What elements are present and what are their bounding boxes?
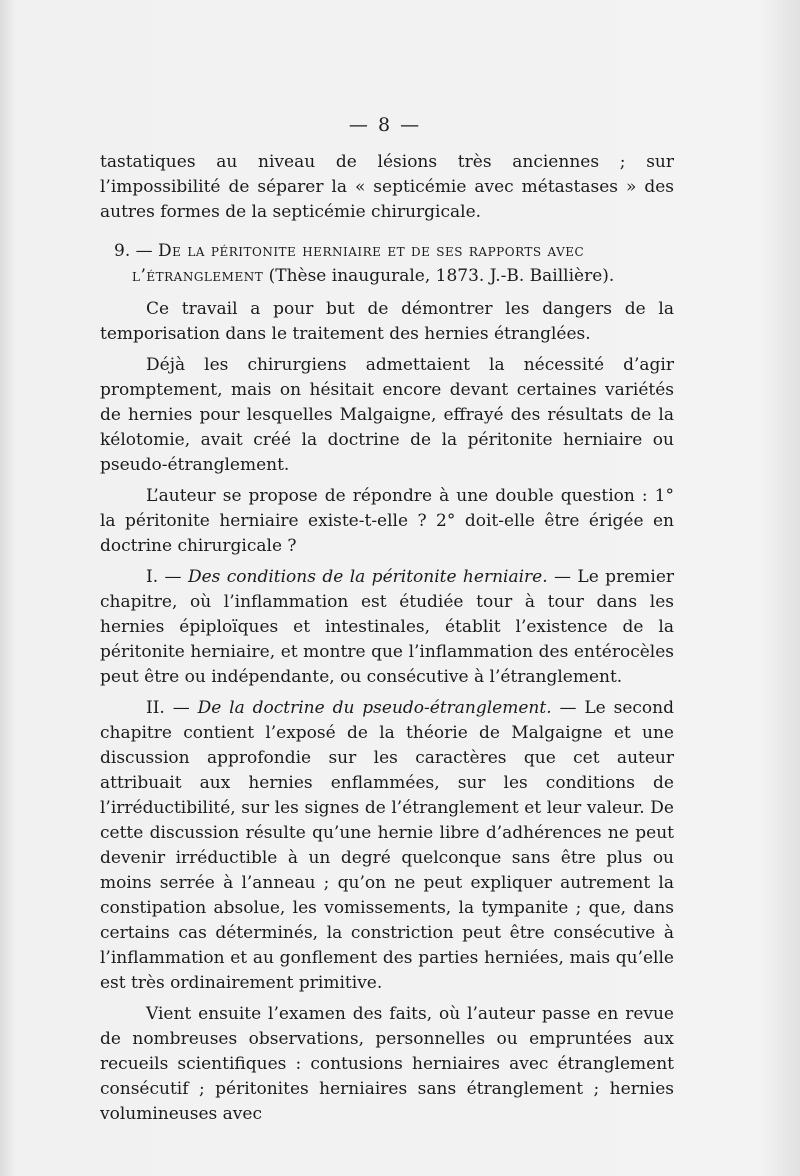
paragraph-purpose: Ce travail a pour but de démontrer les dangers de la temporisation dans le traitement des hernies étranglées. — [100, 299, 674, 344]
chapter-2-text: — Le second chapitre contient l’exposé de la théorie de Malgaigne et une discussion approfondie sur les caractères que cet auteur attribuait aux hernies enflammées, sur les conditions de l’irréductibilité, sur les signes de l’étranglement et leur valeur. De cette discussion résulte qu’une hernie libre d’adhérences ne peut devenir irréductible à un degré quelconque sans être plus ou moins serrée à l’anneau ; qu’on ne peut expliquer autrement la constipation absolue, les vomissements, la tympanite ; que, dans certains cas déterminés, la constriction peut être consécutive à l’inflammation et au gonflement des parties herniées, mais qu’elle est très ordinairement primitive. — [100, 698, 674, 993]
paragraph-continuation: tastatiques au niveau de lésions très anciennes ; sur l’impossibilité de séparer la « septicémie avec métastases » des autres formes de la septicémie chirurgicale. — [100, 152, 674, 222]
page-number: — 8 — — [348, 114, 422, 136]
heading-number: 9. — — [114, 241, 159, 261]
heading-title-line2: l’étranglement — [132, 266, 264, 286]
paragraph-background: Déjà les chirurgiens admettaient la nécessité d’agir promptement, mais on hésitait encore devant certaines variétés de hernies pour lesquelles Malgaigne, effrayé des résultats de la kélotomie, avait créé la doctrine de la péritonite herniaire ou pseudo-étranglement. — [100, 355, 674, 475]
paragraph-chapter-2 — [100, 696, 674, 996]
paragraph-observations: Vient ensuite l’examen des faits, où l’auteur passe en revue de nombreuses observations, personnelles ou empruntées aux recueils scientifiques : contusions herniaires avec étranglement consécutif ; péritonites herniaires sans étranglement ; hernies volumineuses avec — [100, 1004, 674, 1124]
heading-citation: (Thèse inaugurale, 1873. J.-B. Baillière). — [263, 266, 615, 286]
chapter-1-title: Des conditions de la péritonite herniaire. — [187, 567, 548, 587]
paragraph-chapter-1 — [100, 565, 674, 690]
paragraph-question: L’auteur se propose de répondre à une double question : 1° la péritonite herniaire existe-t-elle ? 2° doit-elle être érigée en doctrine chirurgicale ? — [100, 486, 674, 556]
section-heading — [100, 239, 674, 289]
chapter-2-label: II. — — [146, 698, 198, 718]
chapter-2-title: De la doctrine du pseudo-étranglement. — [197, 698, 552, 718]
chapter-1-label: I. — — [146, 567, 188, 587]
body-text — [100, 150, 674, 1133]
heading-title-line1: De la péritonite herniaire et de ses rapports avec — [158, 241, 585, 261]
chapter-1-text: — Le premier chapitre, où l’inflammation est étudiée tour à tour dans les hernies épiploïques et intestinales, établit l’existence de la péritonite herniaire, et montre que l’inflammation des entérocèles peut être ou indépendante, ou consécutive à l’étranglement. — [100, 567, 674, 687]
